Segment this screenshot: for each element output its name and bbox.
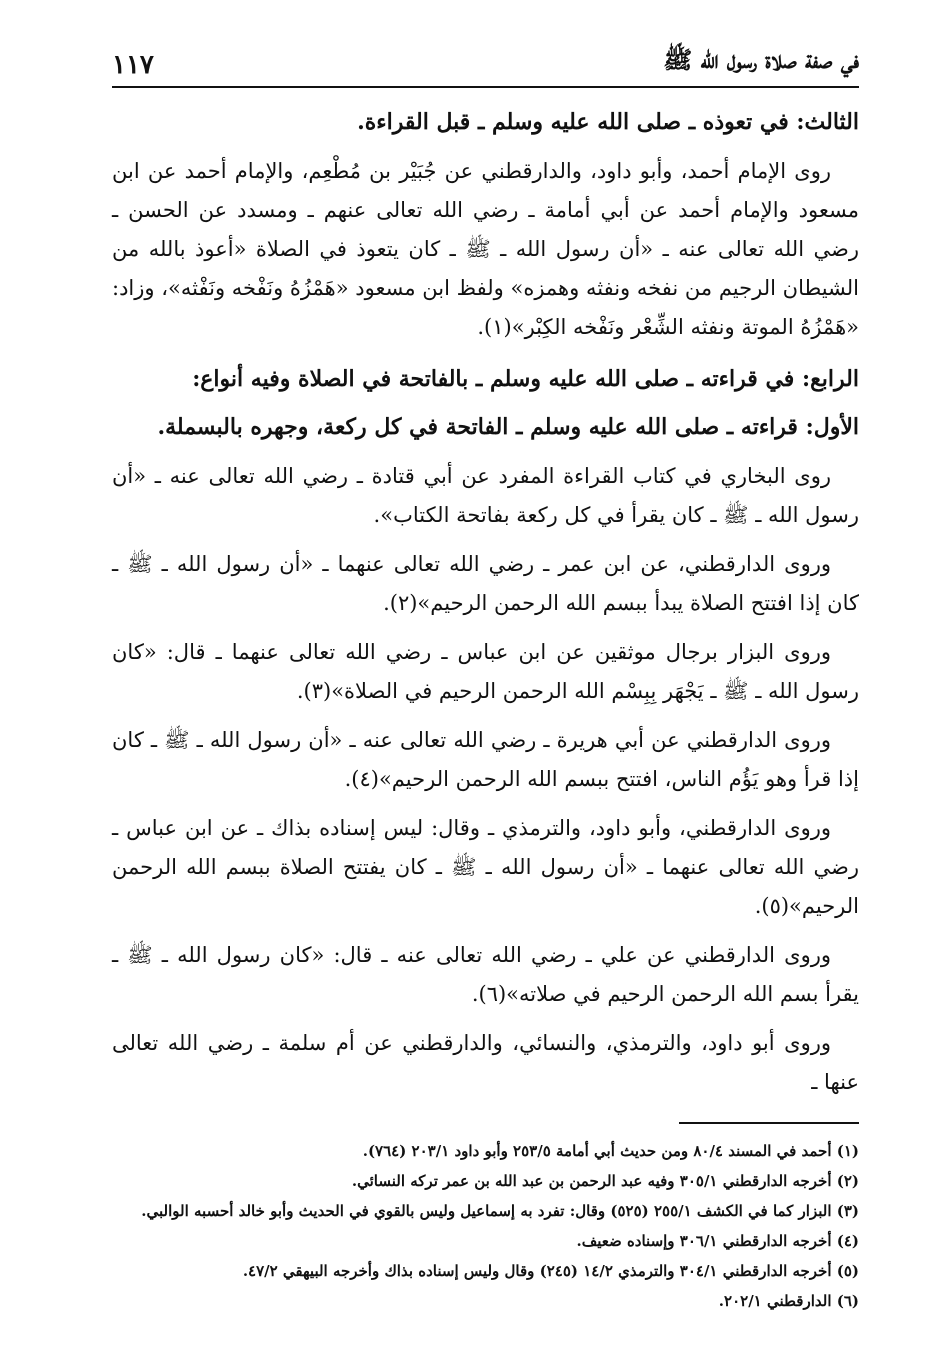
paragraph-ibn-abbas: وروى الدارقطني، وأبو داود، والترمذي ـ وقال: ليس إسناده بذاك ـ عن ابن عباس ـ رضي الله تعالى عنهما ـ «أن رسول الله ـ ﷺ ـ كان يفتتح الصلاة ببسم الله الرحمن الرحيم»(٥). [112,816,859,918]
paragraph-taawwudh: روى الإمام أحمد، وأبو داود، والدارقطني عن جُبَيْر بن مُطْعِم، والإمام أحمد عن ابن مسعود والإمام أحمد عن أبي أمامة ـ رضي الله تعالى عنهم ـ ومسدد عن الحسن ـ رضي الله تعالى عنه ـ «أن رسول الله ـ ﷺ ـ كان يتعوذ في الصلاة «أعوذ بالله من الشيطان الرجيم من نفخه ونفثه وهمزه» ولفظ ابن مسعود «هَمْزُهُ ونَفْخه ونَفْثه»، وزاد: «هَمْزُهُ الموتة ونفثه الشِّعْر ونَفْخه الكِبْر»(١). [112,159,859,339]
section-heading-third: الثالث: في تعوذه ـ صلى الله عليه وسلم ـ قبل القراءة. [357,109,859,135]
paragraph-umm-salama: وروى أبو داود، والترمذي، والنسائي، والدارقطني عن أم سلمة ـ رضي الله تعالى عنها ـ [112,1031,859,1094]
main-text [112,104,859,1112]
footnote: (٢) أخرجه الدارقطني ٣٠٥/١ وفيه عبد الرحمن بن عبد الله بن عمر تركه النسائي. [351,1172,859,1190]
running-header [112,45,859,88]
running-title: في صفة صلاة رسول الله ﷺ [663,45,859,74]
section-heading-fourth: الرابع: في قراءته ـ صلى الله عليه وسلم ـ بالفاتحة في الصلاة وفيه أنواع: [192,366,859,392]
paragraph-bazzar: وروى البزار برجال موثقين عن ابن عباس ـ رضي الله تعالى عنهما ـ قال: «كان رسول الله ـ ﷺ ـ يَجْهَر بِبِسْم الله الرحمن الرحيم في الصلاة»(٣). [112,640,859,703]
footnote: (٦) الدارقطني ٢٠٢/١. [718,1292,859,1310]
page-number: ١١٧ [112,50,154,80]
footnote-separator [679,1122,859,1124]
footnote: (١) أحمد في المسند ٨٠/٤ ومن حديث أبي أمامة ٢٥٣/٥ وأبو داود ٢٠٣/١ (٧٦٤). [362,1142,859,1160]
subsection-heading-first: الأول: قراءته ـ صلى الله عليه وسلم ـ الفاتحة في كل ركعة، وجهره بالبسملة. [157,414,859,440]
footnote: (٤) أخرجه الدارقطني ٣٠٦/١ وإسناده ضعيف. [576,1232,859,1250]
footnotes [112,1136,859,1316]
footnote: (٥) أخرجه الدارقطني ٣٠٤/١ والترمذي ١٤/٢ (٢٤٥) وقال وليس إسناده بذاك وأخرجه البيهقي ٤٧/٢. [242,1262,859,1280]
paragraph-ali: وروى الدارقطني عن علي ـ رضي الله تعالى عنه ـ قال: «كان رسول الله ـ ﷺ ـ يقرأ بسم الله الرحمن الرحيم في صلاته»(٦). [112,943,859,1006]
footnote: (٣) البزار كما في الكشف ٢٥٥/١ (٥٢٥) وقال: تفرد به إسماعيل وليس بالقوي في الحديث وأبو خالد أحسبه الوالبي. [141,1202,859,1220]
paragraph-ibn-umar: وروى الدارقطني، عن ابن عمر ـ رضي الله تعالى عنهما ـ «أن رسول الله ـ ﷺ ـ كان إذا افتتح الصلاة يبدأ ببسم الله الرحمن الرحيم»(٢). [112,552,859,615]
paragraph-abu-hurayra: وروى الدارقطني عن أبي هريرة ـ رضي الله تعالى عنه ـ «أن رسول الله ـ ﷺ ـ كان إذا قرأ وهو يَؤُم الناس، افتتح ببسم الله الرحمن الرحيم»(٤). [112,728,859,791]
paragraph-bukhari: روى البخاري في كتاب القراءة المفرد عن أبي قتادة ـ رضي الله تعالى عنه ـ «أن رسول الله ـ ﷺ ـ كان يقرأ في كل ركعة بفاتحة الكتاب». [112,464,859,527]
